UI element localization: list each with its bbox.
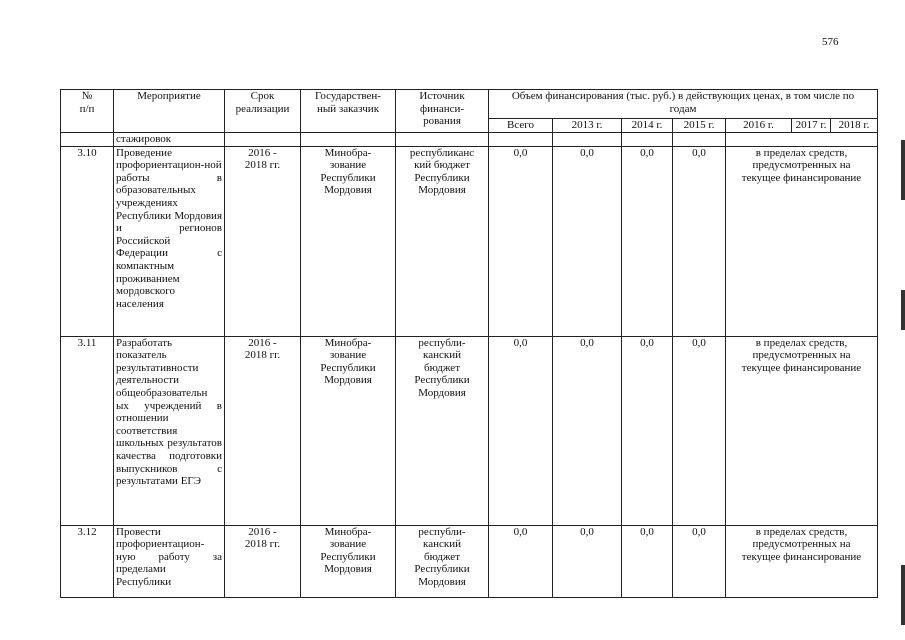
row-2014: 0,0 (622, 525, 673, 597)
header-volume: Объем финансирования (тыс. руб.) в действующих ценах, в том числе по годам (489, 90, 878, 119)
row-2015: 0,0 (673, 146, 726, 336)
header-term: Срок реализации (225, 90, 301, 133)
row-2013: 0,0 (553, 525, 622, 597)
row-total: 0,0 (489, 336, 553, 525)
row-source: республи- канский бюджет Республики Мордовия (396, 336, 489, 525)
row-2014: 0,0 (622, 336, 673, 525)
scan-edge-mark (901, 140, 905, 200)
header-2015: 2015 г. (673, 119, 726, 133)
row-total: 0,0 (489, 525, 553, 597)
row-total: 0,0 (489, 146, 553, 336)
header-2017: 2017 г. (792, 119, 831, 133)
header-2018: 2018 г. (831, 119, 878, 133)
header-2014: 2014 г. (622, 119, 673, 133)
row-num: 3.12 (61, 525, 114, 597)
header-total: Всего (489, 119, 553, 133)
row-customer: Минобра- зование Республики Мордовия (301, 146, 396, 336)
row-2014: 0,0 (622, 146, 673, 336)
row-2015: 0,0 (673, 336, 726, 525)
row-note: в пределах средств, предусмотренных на текущее финансирование (726, 336, 878, 525)
table-row (61, 336, 878, 525)
header-row (61, 90, 878, 119)
row-term: 2016 - 2018 гг. (225, 525, 301, 597)
page-number: 576 (822, 36, 839, 48)
continuation-text: стажировок (114, 132, 225, 146)
header-num: № п/п (61, 90, 114, 133)
row-source: республи- канский бюджет Республики Мордовия (396, 525, 489, 597)
row-term: 2016 - 2018 гг. (225, 336, 301, 525)
header-customer: Государствен- ный заказчик (301, 90, 396, 133)
header-event: Мероприятие (114, 90, 225, 133)
scan-edge-mark (901, 290, 905, 330)
row-event: Провести профориентацион-ную работу за пределами Республики (114, 525, 225, 597)
row-num: 3.10 (61, 146, 114, 336)
row-num: 3.11 (61, 336, 114, 525)
header-2013: 2013 г. (553, 119, 622, 133)
header-2016: 2016 г. (726, 119, 792, 133)
continuation-row (61, 132, 878, 146)
row-note: в пределах средств, предусмотренных на текущее финансирование (726, 146, 878, 336)
row-note: в пределах средств, предусмотренных на текущее финансирование (726, 525, 878, 597)
row-term: 2016 - 2018 гг. (225, 146, 301, 336)
financing-table (60, 89, 878, 598)
scan-edge-mark (901, 565, 905, 625)
row-2013: 0,0 (553, 336, 622, 525)
table-row (61, 525, 878, 597)
row-event: Проведение профориентацион-ной работы в образовательных учреждениях Республики Мордовия и регионов Российской Федерации с компактным проживанием мордовского населения (114, 146, 225, 336)
row-customer: Минобра- зование Республики Мордовия (301, 525, 396, 597)
row-2013: 0,0 (553, 146, 622, 336)
header-source: Источник финанси- рования (396, 90, 489, 133)
row-2015: 0,0 (673, 525, 726, 597)
row-source: республиканс кий бюджет Республики Мордовия (396, 146, 489, 336)
row-customer: Минобра- зование Республики Мордовия (301, 336, 396, 525)
row-event: Разработать показатель результативности деятельности общеобразовательн ых учреждений в отношении соответствия школьных результатов качества подготовки выпускников с результатами ЕГЭ (114, 336, 225, 525)
table-row (61, 146, 878, 336)
